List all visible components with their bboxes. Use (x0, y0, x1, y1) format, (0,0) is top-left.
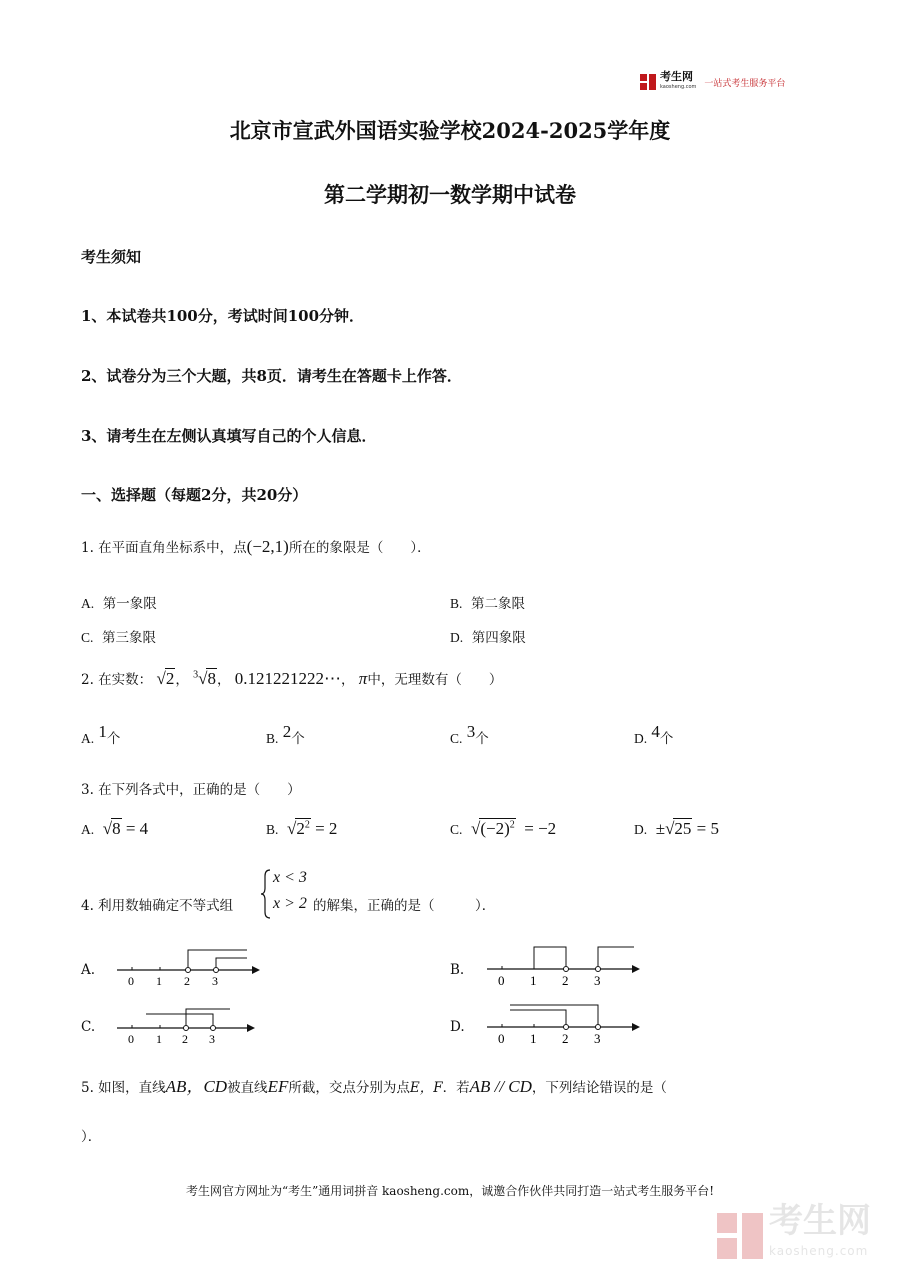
tick-label: 2 (562, 1031, 569, 1046)
tick-label: 3 (594, 1031, 601, 1046)
q1-option-d (450, 626, 526, 646)
q1-option-c (81, 626, 156, 646)
tick-label: 0 (498, 1031, 505, 1046)
number-line-c (112, 998, 262, 1048)
q3-option-c: C. $√(-2)^2 = -2$ (450, 819, 557, 838)
q3b-exp: 2 (304, 819, 310, 831)
logo-brand-text: 考生网 (660, 70, 693, 83)
q5-lines: AB，CD (165, 1077, 228, 1096)
q5-pre: 5. 如图，直线 (81, 1080, 166, 1096)
notice-item: 3、请考生在左侧认真填写自己的个人信息． (81, 427, 377, 445)
q5-line2: ）． (81, 1129, 102, 1145)
q2-pre: 2. 在实数： (81, 672, 153, 688)
q4-option-d-letter: D. (450, 1019, 465, 1035)
question-1 (81, 536, 431, 557)
q5-points: E，F (409, 1080, 443, 1096)
section-heading: 一、选择题（每题2分，共20分） (81, 486, 308, 504)
q2-sep: ， (341, 672, 355, 688)
option-num: 2 (282, 722, 292, 741)
tick-label: 1 (530, 973, 537, 988)
tick-label: 2 (562, 973, 569, 988)
q3c-rest: = −2 (524, 819, 557, 838)
q2-option-a (81, 722, 120, 747)
q3-option-d: D. ±√25 = 5 (634, 819, 719, 838)
q2-decimal: 0.121221222⋯ (234, 669, 341, 688)
question-2: 2. 在实数： √2， $^3$√8， 0.121221222⋯， π中，无理数有（ ） (81, 669, 503, 688)
q2-pi: π (358, 669, 368, 688)
logo-slogan: 一站式考生服务平台 (704, 78, 786, 89)
notice-item: 2、试卷分为三个大题，共8页．请考生在答题卡上作答． (81, 367, 462, 385)
tick-label: 3 (212, 974, 218, 988)
q2-sep: ， (216, 672, 231, 688)
option-letter: A. (81, 822, 95, 837)
logo-sub: kaosheng.com (660, 84, 697, 90)
number-line-d (482, 996, 652, 1048)
option-letter: D. (634, 822, 648, 837)
q2-sqrt2: 2 (165, 669, 175, 688)
q3b-rest: = 2 (315, 819, 338, 838)
option-text: 第一象限 (102, 596, 157, 612)
q3b-radicand: 2 (296, 819, 305, 838)
q2-option-c (450, 722, 489, 747)
q1-pre: 1. 在平面直角坐标系中，点 (81, 540, 247, 556)
logo-brand (660, 72, 696, 92)
q5-mid3: ．若 (442, 1080, 470, 1096)
question-3: 3. 在下列各式中，正确的是（ ） (81, 782, 301, 798)
page-subtitle: 第二学期初一数学期中试卷 (324, 182, 576, 207)
number-line-b (482, 938, 652, 990)
tick-label: 3 (209, 1032, 215, 1046)
option-text: 第二象限 (470, 596, 525, 612)
q3c-radicand: (−2) (480, 819, 510, 838)
watermark-logo-icon (717, 1213, 763, 1259)
q3-option-a: A. √8 = 4 (81, 819, 149, 838)
option-num: 1 (98, 722, 107, 741)
option-letter: A. (81, 731, 95, 746)
q1-option-b (450, 592, 525, 612)
question-5 (81, 1072, 667, 1097)
q3a-rest: = 4 (125, 819, 149, 838)
q3d-pm: ± (655, 819, 666, 838)
q5-parallel: AB // CD (469, 1077, 532, 1096)
option-letter: D. (634, 731, 648, 746)
notice-heading: 考生须知 (81, 248, 142, 266)
q4-ineq2: x > 2 (273, 895, 307, 912)
option-num: 3 (466, 722, 476, 741)
notice-item: 1、本试卷共100分，考试时间100分钟． (81, 307, 365, 325)
option-letter: A. (81, 596, 95, 611)
option-letter: C. (81, 630, 94, 645)
option-letter: C. (450, 731, 463, 746)
option-text: 第三象限 (101, 630, 156, 646)
option-num: 4 (651, 722, 660, 741)
q4-option-b-letter: B. (450, 962, 465, 978)
q2-sep: ， (175, 672, 189, 688)
option-letter: C. (450, 822, 463, 837)
q1-point: (−2,1) (246, 537, 289, 556)
q3d-radicand: 25 (674, 819, 692, 838)
header-logo (640, 72, 785, 92)
q1-post: 所在的象限是（ ）． (288, 540, 431, 556)
q3-option-b: B. $√2^2 = 2$ (266, 819, 338, 838)
q2-option-b (266, 722, 305, 747)
q5-ef: EF (267, 1077, 289, 1096)
tick-label: 1 (156, 1032, 162, 1046)
number-line-a (112, 940, 262, 990)
option-unit: 个 (291, 731, 305, 747)
q1-option-a (81, 592, 157, 612)
tick-label: 2 (184, 974, 190, 988)
q5-mid1: 被直线 (227, 1080, 268, 1096)
tick-label: 2 (182, 1032, 188, 1046)
tick-label: 1 (530, 1031, 537, 1046)
option-letter: B. (266, 822, 279, 837)
q4-option-c-letter: C. (81, 1019, 96, 1035)
option-unit: 个 (659, 731, 674, 747)
footer-text: 考生网官方网址为“考生”通用词拼音 kaosheng.com，诚邀合作伙伴共同打造一站式考生服务平台! (185, 1184, 715, 1198)
q2-post: 中，无理数有（ ） (367, 672, 503, 688)
option-letter: D. (450, 630, 464, 645)
option-letter: B. (450, 596, 463, 611)
q4-pre: 4. 利用数轴确定不等式组 (81, 898, 234, 914)
q2-cbrt8: 8 (207, 669, 216, 688)
tick-label: 3 (594, 973, 601, 988)
option-text: 第四象限 (471, 630, 526, 646)
tick-label: 0 (128, 1032, 134, 1046)
option-letter: B. (266, 731, 279, 746)
watermark-brand: 考生网 (769, 1201, 871, 1241)
q5-post: ，下列结论错误的是（ (531, 1080, 667, 1096)
tick-label: 0 (498, 973, 505, 988)
q5-mid2: 所截，交点分别为点 (288, 1080, 410, 1096)
q4-option-a-letter: A. (81, 962, 96, 978)
option-unit: 个 (106, 731, 121, 747)
q3a-radicand: 8 (112, 819, 121, 838)
q4-ineq1: x < 3 (273, 869, 307, 886)
q2-cube-index: 3 (193, 669, 199, 681)
option-unit: 个 (475, 731, 489, 747)
brace-icon (260, 868, 274, 920)
q4-post: 的解集，正确的是（ ）． (313, 898, 496, 914)
q2-option-d (634, 722, 673, 747)
logo-mark-icon (640, 74, 656, 90)
q3c-exp: 2 (509, 819, 515, 831)
q3d-rest: = 5 (696, 819, 719, 838)
tick-label: 1 (156, 974, 162, 988)
tick-label: 0 (128, 974, 134, 988)
watermark-sub: kaosheng.com (769, 1244, 869, 1258)
watermark (717, 1201, 871, 1266)
page-title: 北京市宣武外国语实验学校2024-2025学年度 (229, 118, 671, 143)
